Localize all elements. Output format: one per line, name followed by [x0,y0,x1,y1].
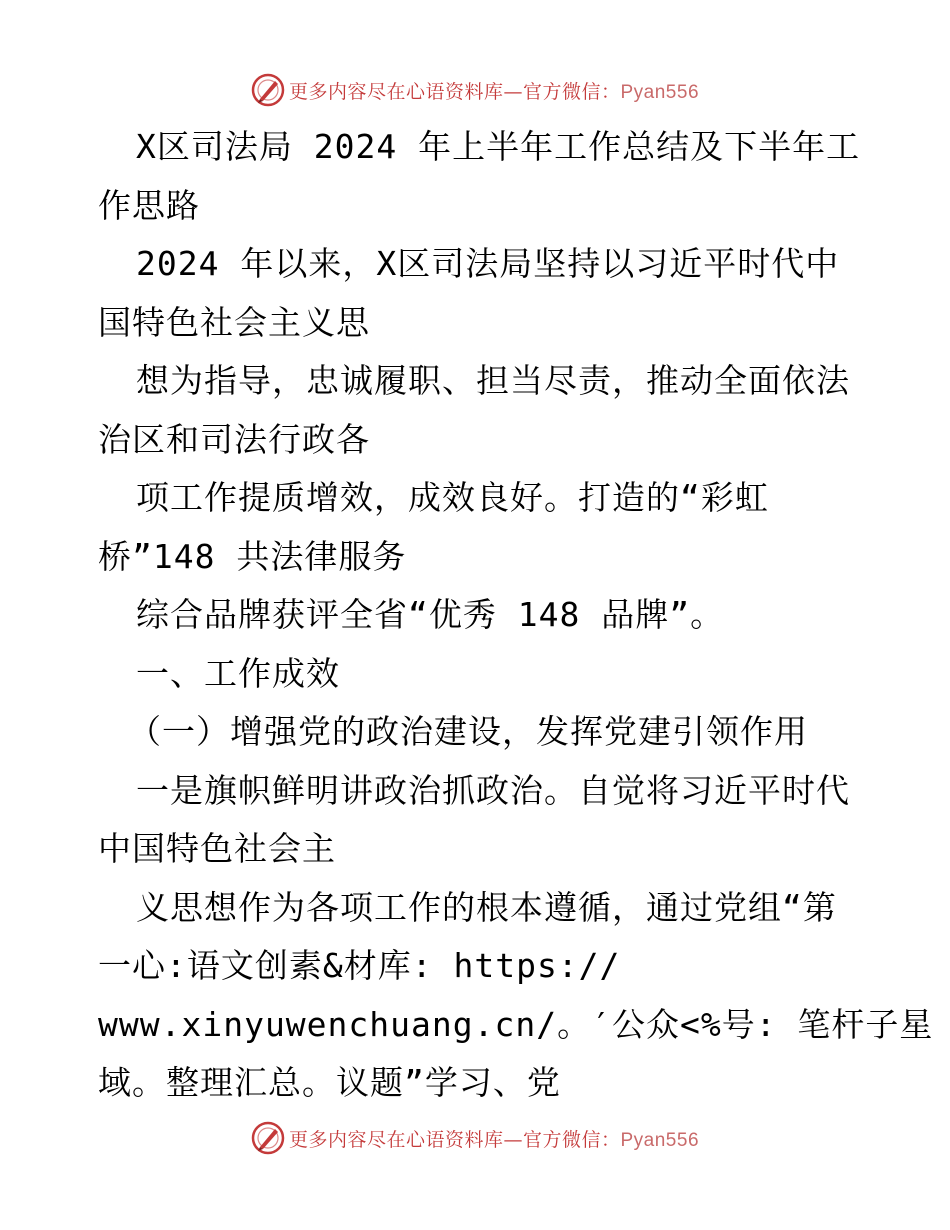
paragraph-line: www.xinyuwenchuang.cn/。′公众<%号: 笔杆子星 [98,1004,934,1044]
pen-logo-icon [251,1121,285,1155]
watermark-label: 更多内容尽在心语资料库—官方微信： [288,1128,621,1151]
paragraph-line: 2024 年以来，X区司法局坚持以习近平时代中 [136,244,840,283]
watermark-content [251,1121,699,1155]
paragraph-line: 综合品牌获评全省“优秀 148 品牌”。 [136,595,725,634]
watermark-content [251,73,699,107]
document-body [98,118,934,1113]
watermark-banner-bottom [0,1118,950,1158]
subsection-heading: （一）增强党的政治建设，发挥党建引领作用 [128,712,808,751]
paragraph-line: 国特色社会主义思 [98,302,370,342]
watermark-label: 更多内容尽在心语资料库—官方微信： [288,80,621,103]
paragraph-line: 治区和司法行政各 [98,419,370,459]
paragraph-line: 想为指导，忠诚履职、担当尽责，推动全面依法 [136,361,850,400]
watermark-account: Pyan556 [620,81,700,103]
paragraph-line: 中国特色社会主 [98,829,336,868]
paragraph-line: 义思想作为各项工作的根本遵循，通过党组“第 [136,887,837,927]
watermark-account: Pyan556 [620,1129,700,1151]
paragraph-line: 桥”148 共法律服务 [98,536,407,576]
watermark-banner-top [0,70,950,110]
watermark-text [289,77,699,104]
document-title-line-1: X区司法局 2024 年上半年工作总结及下半年工 [136,127,861,166]
section-heading: 一、工作成效 [136,653,340,693]
paragraph-line: 一心:语文创素&材库: https:// [98,946,621,985]
document-title-line-2: 作思路 [98,185,200,225]
paragraph-line: 一是旗帜鲜明讲政治抓政治。自觉将习近平时代 [136,770,850,810]
watermark-text [289,1125,699,1152]
paragraph-line: 域。整理汇总。议题”学习、党 [98,1063,561,1102]
paragraph-line: 项工作提质增效，成效良好。打造的“彩虹 [136,478,769,517]
pen-logo-icon [251,73,285,107]
